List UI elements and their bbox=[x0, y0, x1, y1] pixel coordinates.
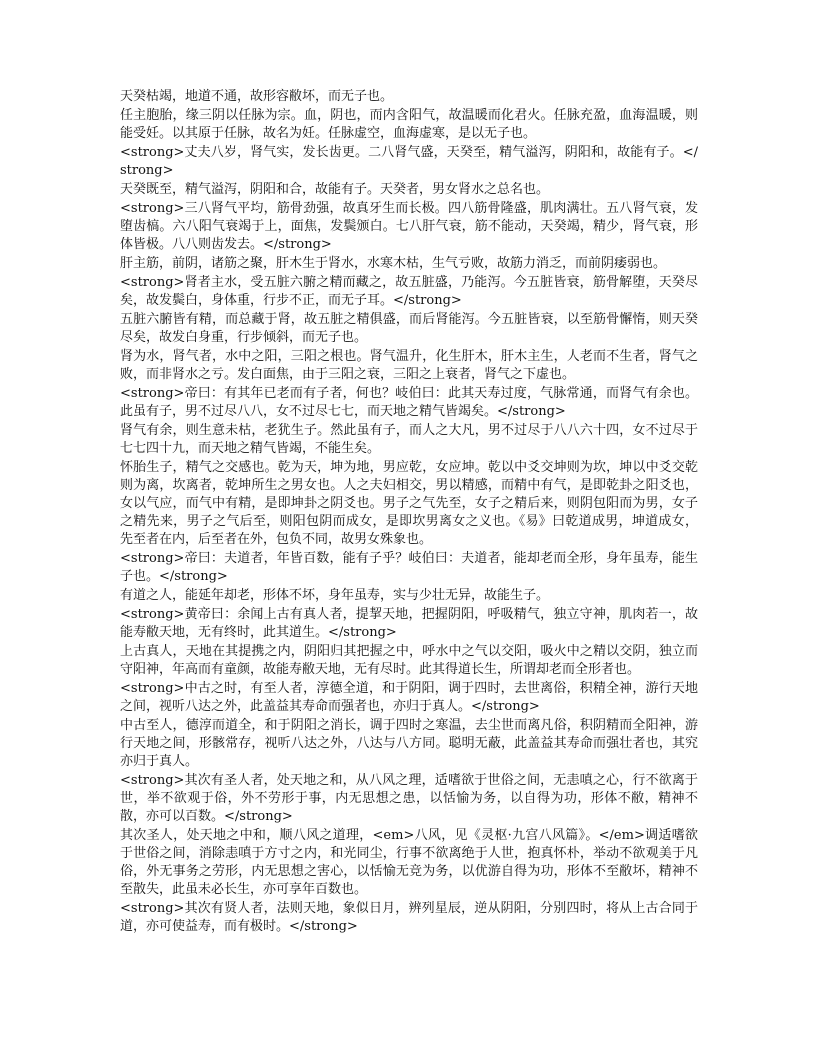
paragraph: <strong>其次有贤人者，法则天地，象似日月，辨列星辰，逆从阴阳，分别四时，将从上古合同于道，亦可使益寿，而有极时。</strong> bbox=[120, 901, 698, 934]
paragraph: 五脏六腑皆有精，而总藏于肾，故五脏之精俱盛，而后肾能泻。今五脏皆衰，以至筋骨懈惰，则天癸尽矣，故发白身重，行步倾斜，而无子也。 bbox=[120, 312, 698, 345]
paragraph: 天癸枯竭，地道不通，故形容敝坏，而无子也。 bbox=[120, 89, 394, 104]
paragraph: <strong>帝曰：夫道者，年皆百数，能有子乎？岐伯曰：夫道者，能却老而全形，身年虽寿，能生子也。</strong> bbox=[120, 551, 698, 584]
paragraph: 上古真人，天地在其提携之内，阴阳归其把握之中，呼水中之气以交阳，吸火中之精以交阴，独立而守阳神，年高而有童颜，故能寿敝天地，无有尽时。此其得道长生，所谓却老而全形者也。 bbox=[120, 644, 698, 677]
paragraph: <strong>帝曰：有其年已老而有子者，何也？岐伯曰：此其天寿过度，气脉常通，而肾气有余也。此虽有子，男不过尽八八，女不过尽七七，而天地之精气皆竭矣。</strong> bbox=[120, 386, 698, 419]
paragraph: <strong>其次有圣人者，处天地之和，从八风之理，适嗜欲于世俗之间，无恚嗔之心，行不欲离于世，举不欲观于俗，外不劳形于事，内无思想之患，以恬愉为务，以自得为功，形体不敝，精神不散，亦可以百数。</strong> bbox=[120, 773, 698, 824]
paragraph: <strong>肾者主水，受五脏六腑之精而藏之，故五脏盛，乃能泻。今五脏皆衰，筋骨解堕，天癸尽矣，故发鬓白，身体重，行步不正，而无子耳。</strong> bbox=[120, 275, 698, 308]
paragraph: <strong>黄帝曰：余闻上古有真人者，提挈天地，把握阴阳，呼吸精气，独立守神，肌肉若一，故能寿敝天地，无有终时，此其道生。</strong> bbox=[120, 607, 698, 640]
paragraph: 肝主筋，前阴，诸筋之聚，肝木生于肾水，水寒木枯，生气亏败，故筋力消乏，而前阴痿弱也。 bbox=[120, 256, 667, 271]
paragraph: 其次圣人，处天地之中和，顺八风之道理，<em>八风，见《灵枢·九宫八风篇》。</em>调适嗜欲于世俗之间，消除恚嗔于方寸之内，和光同尘，行事不欲离绝于人世，抱真怀朴，举动不欲观美于凡俗，外无事务之劳形，内无思想之害心，以恬愉无竞为务，以优游自得为功，形体不至敝坏，精神不至散失，此虽未必长生，亦可享年百数也。 bbox=[120, 828, 698, 897]
paragraph: 肾为水，肾气者，水中之阳，三阳之根也。肾气温升，化生肝木，肝木主生，人老而不生者，肾气之败，而非肾水之亏。发白面焦，由于三阳之衰，三阳之上衰者，肾气之下虚也。 bbox=[120, 349, 698, 382]
paragraph: <strong>丈夫八岁，肾气实，发长齿更。二八肾气盛，天癸至，精气溢泻，阴阳和，故能有子。</strong> bbox=[120, 145, 698, 178]
paragraph: 天癸既至，精气溢泻，阴阳和合，故能有子。天癸者，男女肾水之总名也。 bbox=[120, 182, 550, 197]
paragraph: 中古至人，德淳而道全，和于阴阳之消长，调于四时之寒温，去尘世而离凡俗，积阴精而全阳神，游行天地之间，形骸常存，视听八达之外，八达与八方同。聪明无蔽，此盖益其寿命而强壮者也，其究亦归于真人。 bbox=[120, 718, 698, 769]
paragraph: <strong>中古之时，有至人者，淳德全道，和于阴阳，调于四时，去世离俗，积精全神，游行天地之间，视听八达之外，此盖益其寿命而强者也，亦归于真人。</strong> bbox=[120, 681, 698, 714]
paragraph: 怀胎生子，精气之交感也。乾为天，坤为地，男应乾，女应坤。乾以中爻交坤则为坎，坤以中爻交乾则为离，坎离者，乾坤所生之男女也。人之夫妇相交，男以精感，而精中有气，是即乾卦之阳爻也，女以气应，而气中有精，是即坤卦之阴爻也。男子之气先至，女子之精后来，则阴包阳而为男，女子之精先来，男子之气后至，则阳包阴而成女，是即坎男离女之义也。《易》曰乾道成男，坤道成女，先至者在内，后至者在外，包负不同，故男女殊象也。 bbox=[120, 460, 698, 547]
paragraph: <strong>三八肾气平均，筋骨劲强，故真牙生而长极。四八筋骨隆盛，肌肉满壮。五八肾气衰，发堕齿槁。六八阳气衰竭于上，面焦，发鬓颁白。七八肝气衰，筋不能动，天癸竭，精少，肾气衰，形体皆极。八八则齿发去。</strong> bbox=[120, 201, 698, 252]
paragraph: 有道之人，能延年却老，形体不坏，身年虽寿，实与少壮无异，故能生子。 bbox=[120, 588, 550, 603]
paragraph: 任主胞胎，缘三阴以任脉为宗。血，阴也，而内含阳气，故温暖而化君火。任脉充盈，血海温暖，则能受妊。以其原于任脉，故名为妊。任脉虚空，血海虚寒，是以无子也。 bbox=[120, 108, 698, 141]
document-page bbox=[120, 88, 698, 937]
paragraph: 肾气有余，则生意未枯，老犹生子。然此虽有子，而人之大凡，男不过尽于八八六十四，女不过尽于七七四十九，而天地之精气皆竭，不能生矣。 bbox=[120, 423, 698, 456]
